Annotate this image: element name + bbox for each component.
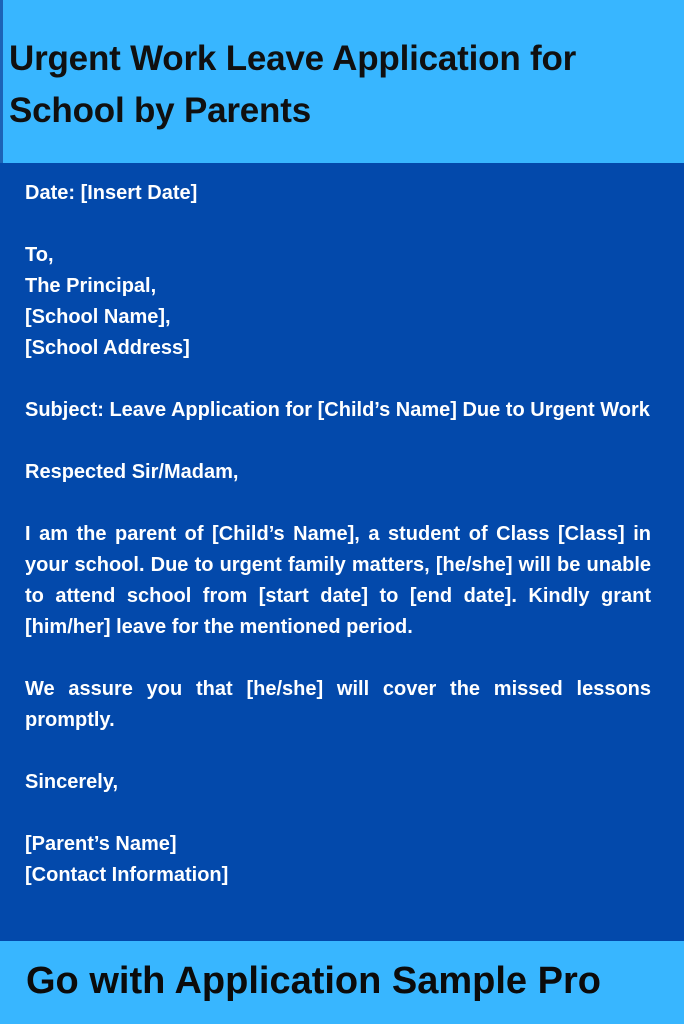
recipient-line: To, <box>25 244 54 266</box>
salutation-text: Respected Sir/Madam, <box>25 461 239 483</box>
page-title: Urgent Work Leave Application for School by Parents <box>9 39 577 130</box>
closing <box>25 767 651 798</box>
letter-body <box>25 178 651 922</box>
date-line: Date: [Insert Date] <box>25 182 198 204</box>
signature-block <box>25 829 651 891</box>
footer-banner <box>0 941 684 1024</box>
recipient-line: [School Address] <box>25 337 190 359</box>
subject-line: Subject: Leave Application for [Child’s Name] Due to Urgent Work <box>25 399 650 421</box>
footer-cta: Go with Application Sample Pro <box>26 960 601 1002</box>
signature-contact: [Contact Information] <box>25 864 229 886</box>
title-banner <box>0 0 684 163</box>
recipient-line: [School Name], <box>25 306 171 328</box>
recipient-block <box>25 240 651 364</box>
salutation <box>25 457 651 488</box>
recipient-line: The Principal, <box>25 275 157 297</box>
closing-text: Sincerely, <box>25 771 119 793</box>
body-paragraph: I am the parent of [Child’s Name], a student of Class [Class] in your school. Due to urgent family matters, [he/she] will be unable to attend school from [start date] to [end date]. Kindly grant [him/her] leave for the mentioned period. <box>25 523 651 638</box>
signature-name: [Parent’s Name] <box>25 833 177 855</box>
assurance-paragraph: We assure you that [he/she] will cover the missed lessons promptly. <box>25 678 651 731</box>
letter-date <box>25 178 651 209</box>
